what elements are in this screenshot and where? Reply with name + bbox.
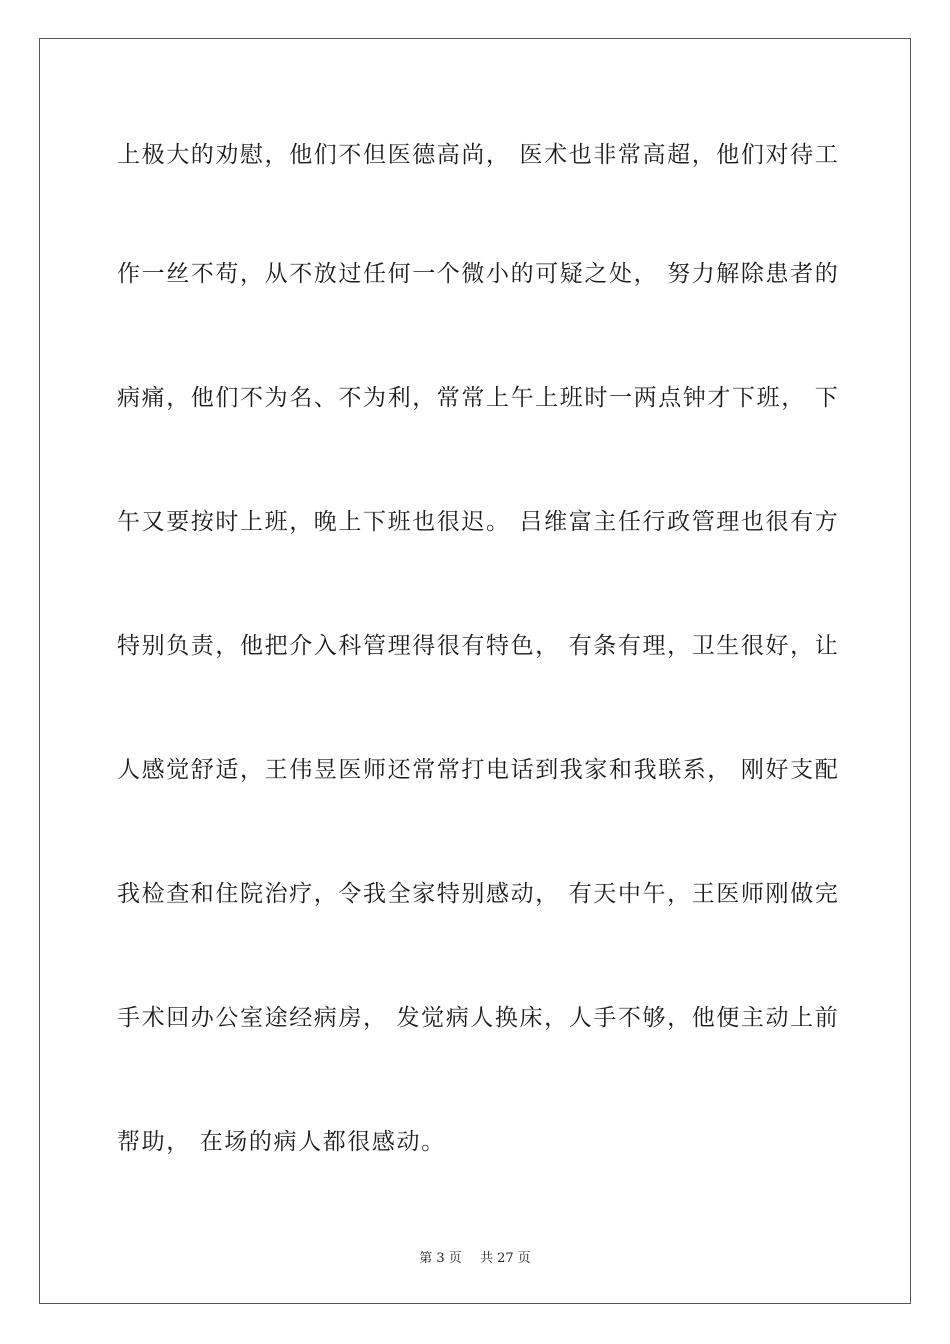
text-line: 我检查和住院治疗，令我全家特别感动， 有天中午，王医师刚做完 [117,881,840,907]
page-footer [0,1247,950,1266]
page-total: 共 27 页 [479,1251,531,1266]
text-line: 午又要按时上班，晚上下班也很迟。 吕维富主任行政管理也很有方 [117,509,840,535]
text-line: 上极大的劝慰，他们不但医德高尚， 医术也非常高超，他们对待工 [117,142,840,168]
text-line: 特别负责，他把介入科管理得很有特色， 有条有理，卫生很好，让 [117,633,840,659]
page-number: 第 3 页 [419,1251,462,1266]
page-border [39,38,911,1304]
text-line: 帮助， 在场的病人都很感动。 [117,1129,446,1155]
text-line: 病痛，他们不为名、不为利，常常上午上班时一两点钟才下班， 下 [117,385,840,411]
text-line: 作一丝不苟，从不放过任何一个微小的可疑之处， 努力解除患者的 [117,261,840,287]
text-line: 人感觉舒适，王伟昱医师还常常打电话到我家和我联系， 刚好支配 [117,757,840,783]
text-line: 手术回办公室途经病房， 发觉病人换床，人手不够，他便主动上前 [117,1005,840,1031]
